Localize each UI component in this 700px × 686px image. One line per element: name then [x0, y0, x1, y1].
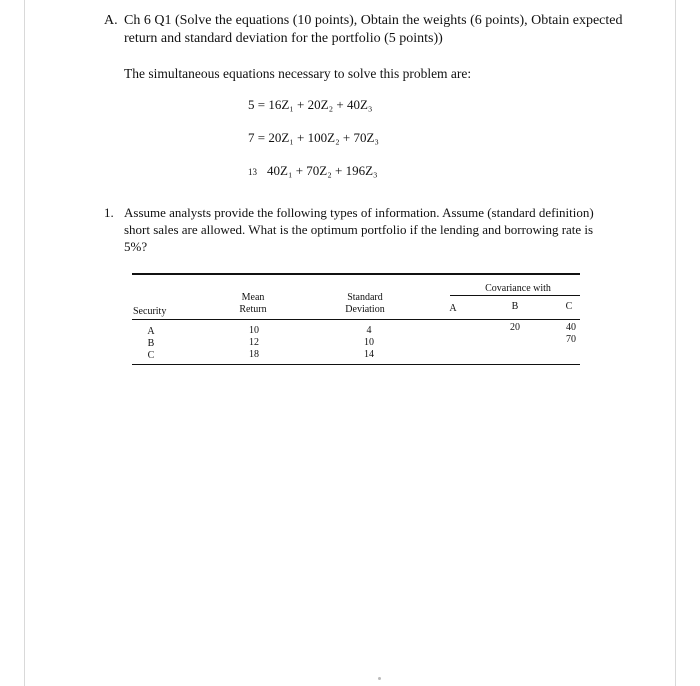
column-mean-return — [244, 325, 264, 361]
header-cov-a: A — [449, 303, 457, 314]
equation-1 — [248, 97, 372, 113]
question-1-number: 1. — [104, 205, 114, 220]
header-std-line2: Deviation — [345, 304, 385, 315]
question-1-text: Assume analysts provide the following types of information. Assume (standard definition) short sales are allowed. What is the optimum portfolio if the lending and borrowing rate is 5%? — [124, 205, 594, 254]
equation-3 — [248, 163, 378, 179]
security-c: C — [147, 350, 155, 361]
mean-return-a: 10 — [249, 325, 259, 336]
header-cov-b: B — [511, 301, 519, 312]
std-dev-c: 14 — [364, 349, 374, 360]
table-header-rule — [132, 319, 580, 320]
header-cov-c: C — [565, 301, 573, 312]
header-mean-line2: Return — [239, 304, 267, 315]
section-title-line1: Ch 6 Q1 (Solve the equations (10 points), Obtain the weights (6 points), Obtain expected — [124, 13, 623, 28]
section-header — [104, 12, 624, 48]
intro-text: The simultaneous equations necessary to solve this problem are: — [124, 66, 472, 81]
section-title-line2: return and standard deviation for the portfolio (5 points)) — [124, 31, 443, 46]
equation-3-number: 13 — [248, 167, 257, 177]
covariance-underline — [450, 295, 580, 296]
column-cov-b — [505, 322, 525, 334]
table-top-rule — [132, 273, 580, 275]
column-security — [144, 326, 158, 362]
footer-dot — [378, 677, 381, 680]
mean-return-b: 12 — [249, 337, 259, 348]
column-std-deviation — [359, 325, 379, 361]
equation-2-text: 7 = 20Z₁ + 100Z₂ + 70Z₃ — [248, 130, 379, 145]
header-security: Security — [133, 306, 167, 317]
std-dev-b: 10 — [364, 337, 374, 348]
cov-ac: 40 — [566, 322, 576, 333]
table-bottom-rule — [132, 364, 580, 365]
header-covariance: Covariance with — [485, 283, 551, 294]
std-dev-a: 4 — [366, 325, 372, 336]
cov-ab: 20 — [510, 322, 520, 333]
security-a: A — [147, 326, 155, 337]
equation-2 — [248, 130, 379, 146]
security-b: B — [147, 338, 155, 349]
equation-1-text: 5 = 16Z₁ + 20Z₂ + 40Z₃ — [248, 97, 373, 112]
header-std-line1: Standard — [347, 292, 383, 303]
mean-return-c: 18 — [249, 349, 259, 360]
cov-bc: 70 — [566, 334, 576, 345]
column-cov-c — [561, 322, 581, 346]
question-1 — [104, 204, 604, 255]
section-prefix: A. — [104, 13, 118, 28]
equation-3-text: 40Z₁ + 70Z₂ + 196Z₃ — [267, 163, 378, 178]
header-mean-line1: Mean — [241, 292, 265, 303]
